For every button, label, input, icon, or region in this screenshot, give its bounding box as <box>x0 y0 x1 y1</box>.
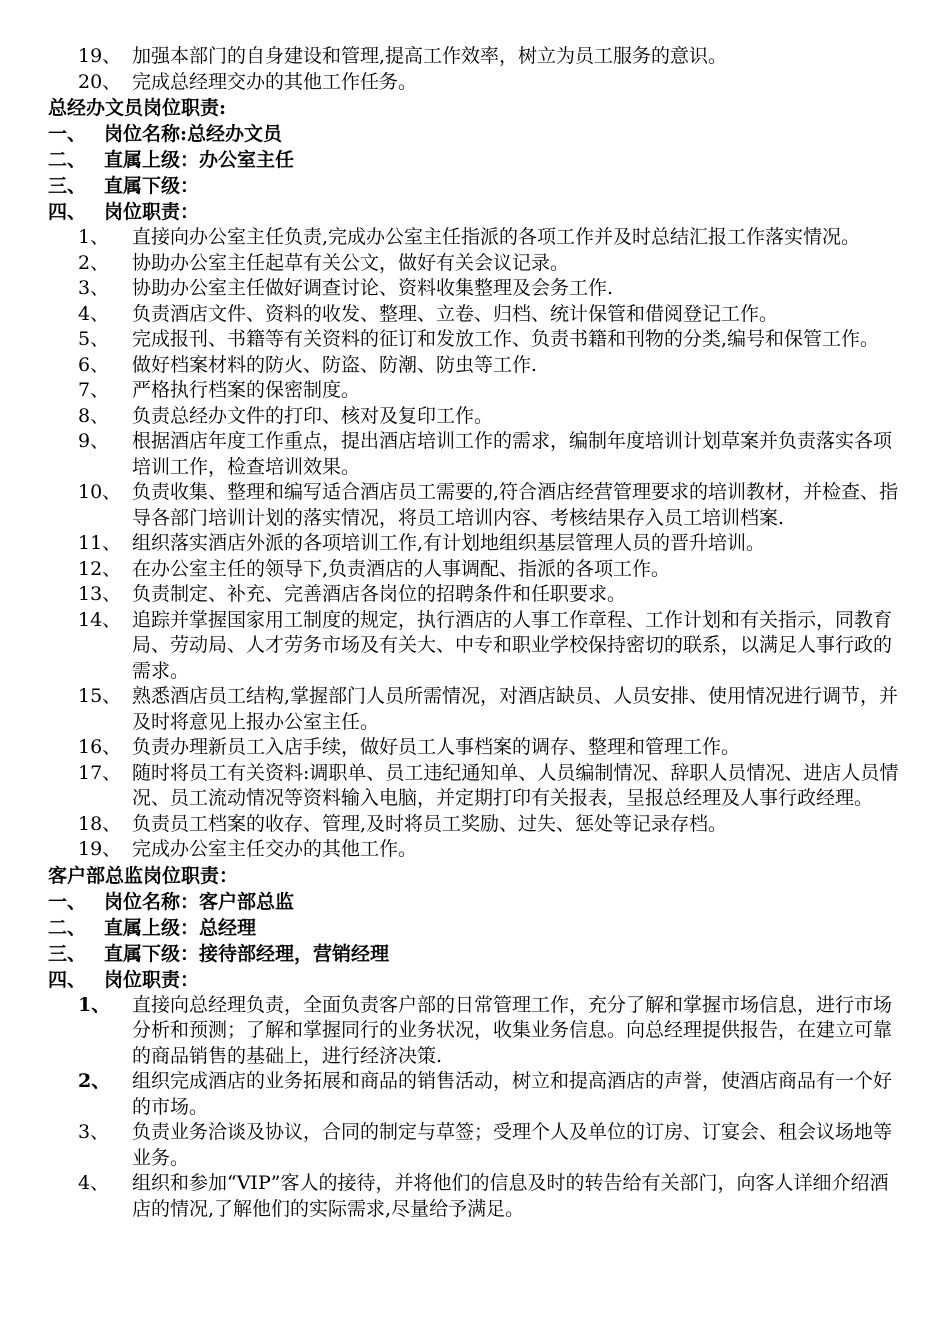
item-text: 熟悉酒店员工结构,掌握部门人员所需情况，对酒店缺员、人员安排、使用情况进行调节，并及时将意见上报办公室主任。 <box>132 685 899 733</box>
item-number: 2、 <box>78 1070 111 1092</box>
item-number: 14、 <box>78 608 122 631</box>
item-text: 负责办理新员工入店手续，做好员工人事档案的调存、整理和管理工作。 <box>132 736 741 758</box>
field-number: 三、 <box>48 175 87 197</box>
item-text: 负责酒店文件、资料的收发、整理、立卷、归档、统计保管和借阅登记工作。 <box>132 302 779 325</box>
item-number: 9、 <box>78 430 110 452</box>
item-number: 19、 <box>78 838 122 860</box>
item-number: 6、 <box>78 353 110 376</box>
list-item <box>0 353 950 379</box>
list-item <box>0 557 950 583</box>
item-number: 10、 <box>78 481 122 503</box>
list-item <box>0 531 950 557</box>
field-number: 四、 <box>48 968 87 991</box>
field-number: 四、 <box>48 201 87 223</box>
list-item <box>0 251 950 277</box>
section-title: 总经办文员岗位职责: <box>48 97 227 119</box>
section-field <box>0 967 950 993</box>
list-item <box>0 761 950 812</box>
item-number: 5、 <box>78 328 110 350</box>
list-item <box>0 837 950 863</box>
item-number: 4、 <box>78 1172 110 1194</box>
section-field <box>0 941 950 967</box>
item-number: 19、 <box>78 45 122 67</box>
item-text: 负责业务洽谈及协议，合同的制定与草签；受理个人及单位的订房、订宴会、租会议场地等业务。 <box>132 1121 893 1169</box>
item-text: 负责制定、补充、完善酒店各岗位的招聘条件和任职要求。 <box>132 583 627 605</box>
list-item <box>0 327 950 353</box>
section-field <box>0 121 950 147</box>
list-item <box>0 684 950 735</box>
item-text: 负责总经办文件的打印、核对及复印工作。 <box>132 404 494 427</box>
item-text: 完成报刊、书籍等有关资料的征订和发放工作、负责书籍和刊物的分类,编号和保管工作。 <box>132 328 880 350</box>
section-title: 客户部总监岗位职责： <box>48 864 239 887</box>
item-number: 8、 <box>78 404 110 427</box>
field-text: 岗位名称:总经办文员 <box>104 123 283 145</box>
field-number: 三、 <box>48 942 87 965</box>
list-item <box>0 378 950 404</box>
list-item <box>0 993 950 1070</box>
field-text: 岗位名称：客户部总监 <box>104 890 295 913</box>
list-item <box>0 608 950 685</box>
list-item <box>0 582 950 608</box>
section-field <box>0 915 950 941</box>
field-text: 直属下级：接待部经理，营销经理 <box>104 942 390 965</box>
list-item <box>0 276 950 302</box>
field-text: 直属上级：办公室主任 <box>104 149 295 171</box>
item-text: 加强本部门的自身建设和管理,提高工作效率，树立为员工服务的意识。 <box>132 45 728 67</box>
list-item <box>0 812 950 838</box>
field-number: 一、 <box>48 890 87 913</box>
item-number: 11、 <box>78 532 122 554</box>
item-number: 3、 <box>78 1121 110 1143</box>
item-number: 1、 <box>78 993 111 1016</box>
list-item <box>0 70 950 96</box>
item-text: 负责收集、整理和编写适合酒店员工需要的,符合酒店经营管理要求的培训教材，并检查、指导各部门培训计划的落实情况，将员工培训内容、考核结果存入员工培训档案. <box>132 481 899 529</box>
item-text: 直接向办公室主任负责,完成办公室主任指派的各项工作并及时总结汇报工作落实情况。 <box>132 226 861 248</box>
item-number: 3、 <box>78 277 110 299</box>
item-text: 组织落实酒店外派的各项培训工作,有计划地组织基层管理人员的晋升培训。 <box>132 532 766 554</box>
list-item <box>0 1069 950 1120</box>
field-text: 直属下级： <box>104 175 200 197</box>
item-text: 组织完成酒店的业务拓展和商品的销售活动，树立和提高酒店的声誉，使酒店商品有一个好的市场。 <box>132 1070 893 1118</box>
field-number: 一、 <box>48 123 87 145</box>
section-field <box>0 147 950 173</box>
item-number: 4、 <box>78 302 110 325</box>
item-text: 做好档案材料的防火、防盗、防潮、防虫等工作. <box>132 353 538 376</box>
list-item <box>0 735 950 761</box>
item-text: 组织和参加“VIP”客人的接待，并将他们的信息及时的转告给有关部门，向客人详细介绍酒店的情况,了解他们的实际需求,尽量给予满足。 <box>132 1172 889 1220</box>
field-text: 岗位职责： <box>104 968 200 991</box>
item-number: 13、 <box>78 583 122 605</box>
list-item <box>0 1120 950 1171</box>
field-number: 二、 <box>48 916 87 939</box>
item-number: 7、 <box>78 379 110 401</box>
item-number: 1、 <box>78 226 110 248</box>
list-item <box>0 404 950 430</box>
item-number: 15、 <box>78 685 122 707</box>
field-number: 二、 <box>48 149 87 171</box>
item-number: 20、 <box>78 70 122 93</box>
item-text: 根据酒店年度工作重点，提出酒店培训工作的需求，编制年度培训计划草案并负责落实各项培训工作，检查培训效果。 <box>132 430 893 478</box>
list-item <box>0 302 950 328</box>
item-text: 完成总经理交办的其他工作任务。 <box>132 70 418 93</box>
item-text: 直接向总经理负责，全面负责客户部的日常管理工作，充分了解和掌握市场信息，进行市场分析和预测；了解和掌握同行的业务状况，收集业务信息。向总经理提供报告，在建立可靠的商品销售的基础上，进行经济决策. <box>132 993 893 1067</box>
field-text: 直属上级：总经理 <box>104 916 257 939</box>
list-item <box>0 44 950 70</box>
item-text: 随时将员工有关资料:调职单、员工违纪通知单、人员编制情况、辞职人员情况、进店人员情况、员工流动情况等资料输入电脑，并定期打印有关报表，呈报总经理及人事行政经理。 <box>132 761 899 809</box>
item-text: 协助办公室主任起草有关公文，做好有关会议记录。 <box>132 251 570 274</box>
item-text: 完成办公室主任交办的其他工作。 <box>132 838 418 860</box>
list-item <box>0 225 950 251</box>
list-item <box>0 480 950 531</box>
item-number: 18、 <box>78 812 122 835</box>
section-field <box>0 173 950 199</box>
item-number: 16、 <box>78 736 122 758</box>
item-text: 协助办公室主任做好调查讨论、资料收集整理及会务工作. <box>132 277 614 299</box>
list-item <box>0 429 950 480</box>
item-number: 17、 <box>78 761 122 784</box>
item-text: 严格执行档案的保密制度。 <box>132 379 361 401</box>
item-text: 在办公室主任的领导下,负责酒店的人事调配、指派的各项工作。 <box>132 557 671 580</box>
section-field <box>0 889 950 915</box>
list-item <box>0 1171 950 1222</box>
document-page <box>0 44 950 1222</box>
item-number: 12、 <box>78 557 122 580</box>
item-text: 负责员工档案的收存、管理,及时将员工奖励、过失、惩处等记录存档。 <box>132 812 728 835</box>
item-number: 2、 <box>78 251 110 274</box>
item-text: 追踪并掌握国家用工制度的规定，执行酒店的人事工作章程、工作计划和有关指示，同教育局、劳动局、人才劳务市场及有关大、中专和职业学校保持密切的联系，以满足人事行政的需求。 <box>132 608 893 682</box>
section-field <box>0 199 950 225</box>
field-text: 岗位职责： <box>104 201 200 223</box>
